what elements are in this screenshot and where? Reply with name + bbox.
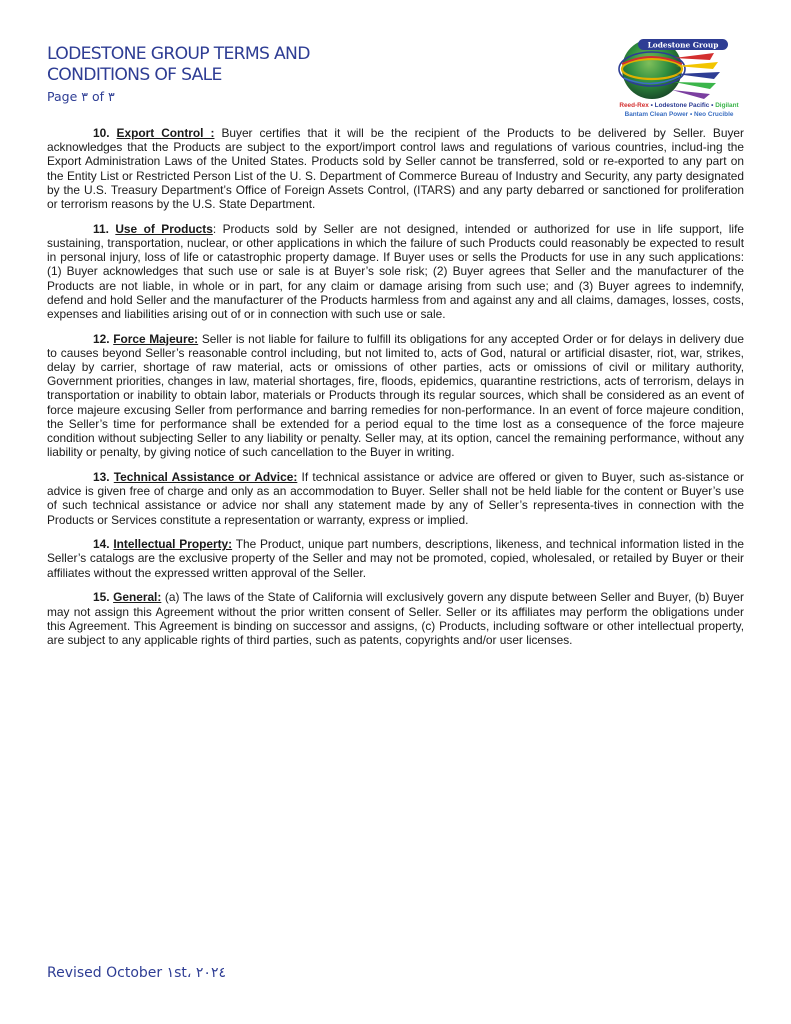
section-15-general: [47, 590, 744, 647]
section-heading: Force Majeure:: [113, 331, 199, 346]
section-number: 13.: [93, 469, 110, 484]
document-title: [47, 44, 310, 86]
section-text: If technical assistance or advice are offered or given to Buyer, such as-sistance or advice is given free of charge and only as an accommodation to Buyer. Seller shall not be held liable for the content or Buyer’s use of such technical assistance or advice nor shall any statement made by any of Seller’s representa-tives in connection with the Products or Services constitute a representation or warranty, express or implied.: [47, 469, 744, 527]
section-text: (a) The laws of the State of California will exclusively govern any dispute between Seller and Buyer, (b) Buyer may not assign this Agreement without the prior written consent of Seller. Seller or its affiliates may perform the obligations under this Agreement. This Agreement is binding on successor and assigns, (c) Products, including software or other intellectual property, are subject to any applicable rights of third parties, such as patents, copyrights and/or user licenses.: [47, 590, 744, 647]
logo-brands-line-1: Reed-Rex • Lodestone Pacific • Digilant: [619, 102, 739, 109]
logo-brand-neo-crucible: Neo Crucible: [693, 111, 734, 118]
document-title-line-1: LODESTONE GROUP TERMS AND: [47, 44, 310, 64]
terms-body: [47, 126, 744, 658]
page-indicator: Page ٣ of ٣: [47, 89, 115, 104]
section-10-export-control: [47, 126, 744, 211]
document-title-line-2: CONDITIONS OF SALE: [47, 65, 222, 85]
section-14-intellectual-property: [47, 537, 744, 580]
section-heading: General:: [113, 590, 162, 605]
section-number: 10.: [93, 126, 110, 140]
section-text: Buyer certifies that it will be the recipient of the Products to be delivered by Seller. Buyer acknowledges that the Products are subject to the export/import control laws and regulations of various countries, includ-ing the Export Administration Laws of the United States. Products sold by Seller cannot be transferred, sold or re-exported to any part on the Entity List or Restricted Person List of the U. S. Department of Commerce Bureau of Industry and Security, any party designated by the U.S. Treasury Department’s Office of Foreign Assets Control, (ITARS) and any party debarred or sanctioned for proliferation or terrorism reasons by the U.S. State Department.: [47, 126, 744, 212]
logo-brand-lodestone-pacific: Lodestone Pacific: [654, 102, 710, 109]
section-13-technical-assistance: [47, 470, 744, 527]
section-text: : Products sold by Seller are not designed, intended or authorized for use in life support, life sustaining, transportation, nuclear, or other applications in which the failure of such Products could reasonably be expected to result in personal injury, loss of life or catastrophic property damage. If Buyer uses or sells the Products for use in any such applications: (1) Buyer acknowledges that such use or sale is at Buyer’s sole risk; (2) Buyer agrees that Seller and the manufacturer of the Products are not liable, in whole or in part, for any claim or damage arising from such use; and (3) Buyer agrees to indemnify, defend and hold Seller and the manufacturer of the Products harmless from and against any and all claims, damages, losses, costs, expenses and liabilities arising out of or in connection with such use or sale.: [47, 221, 744, 321]
logo-brand-digilant: Digilant: [715, 102, 739, 109]
section-number: 15.: [93, 590, 110, 605]
section-number: 12.: [93, 331, 110, 346]
section-number: 14.: [93, 537, 110, 552]
section-heading: Export Control :: [116, 126, 215, 140]
section-heading: Intellectual Property:: [113, 537, 233, 552]
logo-brand-reed-rex: Reed-Rex: [619, 102, 649, 109]
revision-date: Revised October ١st، ٢٠٢٤: [47, 965, 226, 981]
logo-brand-bantam-clean-power: Bantam Clean Power: [624, 111, 689, 118]
logo-wordmark: Lodestone Group: [647, 40, 719, 50]
section-12-force-majeure: [47, 332, 744, 460]
section-text: The Product, unique part numbers, descriptions, likeness, and technical information listed in the Seller’s catalogs are the exclusive property of the Seller and may not be promoted, copied, wholesaled, or retailed by Buyer or their affiliates without the expressed written approval of the Seller.: [47, 537, 744, 580]
logo-brands-line-2: Bantam Clean Power • Neo Crucible: [624, 111, 734, 118]
section-text: Seller is not liable for failure to fulfill its obligations for any accepted Order or for delays in delivery due to causes beyond Seller’s reasonable control including, but not limited to, acts of God, natural or artificial disaster, riot, war, strikes, delay by carrier, shortage of raw material, acts or omissions of other parties, acts or omissions of civil or military authority, Government priorities, changes in law, material shortages, fire, floods, epidemics, quarantine restrictions, acts of terrorism, delays in transportation or inability to obtain labor, materials or Products through its regular sources, which shall be considered as an event of force majeure excusing Seller from performance and barring remedies for non-performance. In an event of force majeure condition, the Seller’s time for performance shall be extended for a period equal to the time lost as a consequence of the force majeure condition without subjecting Seller to any liability or penalty. Seller may, at its option, cancel the remaining performance, without any liability or penalty, by giving notice of such cancellation to the Buyer in writing.: [47, 331, 744, 460]
section-heading: Use of Products: [115, 221, 213, 236]
section-11-use-of-products: [47, 222, 744, 321]
section-number: 11.: [93, 221, 109, 236]
section-heading: Technical Assistance or Advice:: [113, 469, 298, 484]
